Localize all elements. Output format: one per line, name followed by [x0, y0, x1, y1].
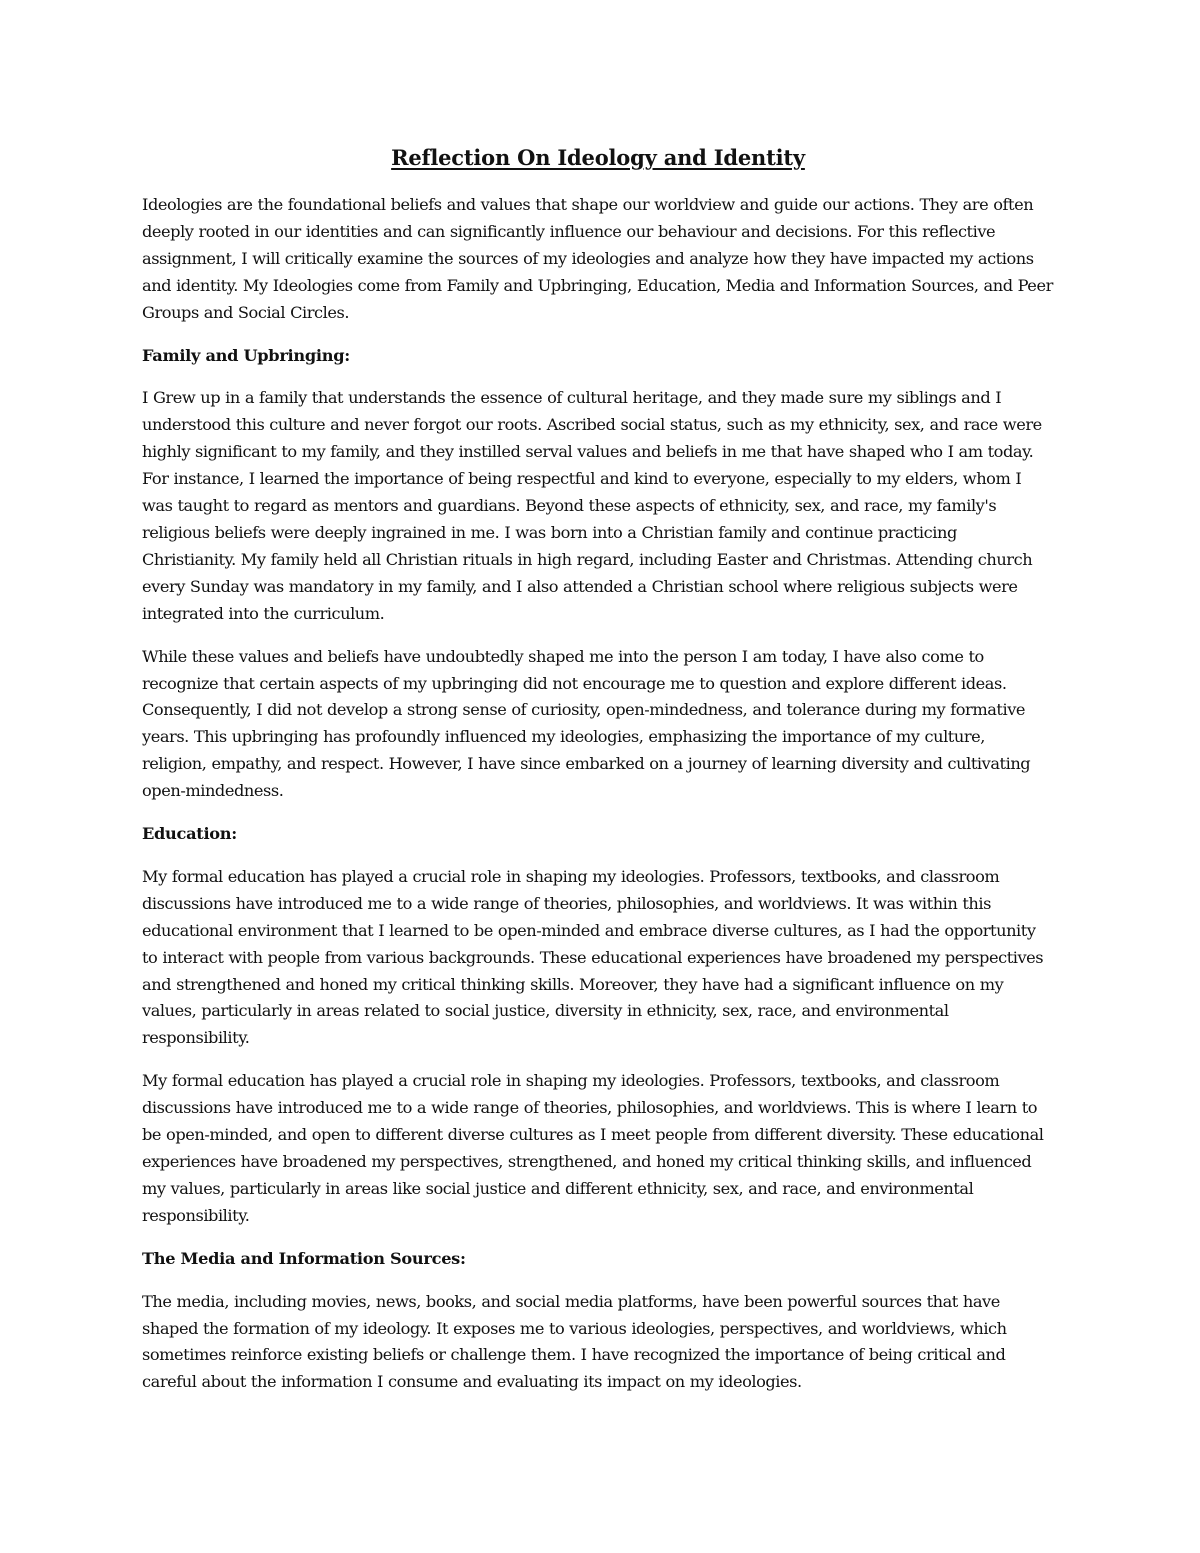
intro-paragraph: Ideologies are the foundational beliefs and values that shape our worldview and guide our actions. They are often deeply rooted in our identities and can significantly influence our behaviour and decisions. For this reflective assignment, I will critically examine the sources of my ideologies and analyze how they have impacted my actions and identity. My Ideologies come from Family and Upbringing, Education, Media and Information Sources, and Peer Groups and Social Circles. — [142, 195, 1053, 322]
document-title: Reflection On Ideology and Identity — [391, 145, 805, 170]
section-heading-family: Family and Upbringing: — [142, 345, 350, 365]
section-heading-media: The Media and Information Sources: — [142, 1248, 466, 1268]
media-paragraph-1: The media, including movies, news, books, and social media platforms, have been powerful sources that have shaped the formation of my ideology. It exposes me to various ideologies, perspectives, and worldviews, which sometimes reinforce existing beliefs or challenge them. I have recognized the importance of being critical and careful about the information I consume and evaluating its impact on my ideologies. — [142, 1291, 1007, 1392]
education-paragraph-2: My formal education has played a crucial role in shaping my ideologies. Professors, textbooks, and classroom discussions have introduced me to a wide range of theories, philosophies, and worldviews. This is where I learn to be open-minded, and open to different diverse cultures as I meet people from different diversity. These educational experiences have broadened my perspectives, strengthened, and honed my critical thinking skills, and influenced my values, particularly in areas like social justice and different ethnicity, sex, and race, and environmental responsibility. — [142, 1071, 1044, 1225]
family-paragraph-1: I Grew up in a family that understands the essence of cultural heritage, and they made sure my siblings and I understood this culture and never forgot our roots. Ascribed social status, such as my ethnicity, sex, and race were highly significant to my family, and they instilled serval values and beliefs in me that have shaped who I am today. For instance, I learned the importance of being respectful and kind to everyone, especially to my elders, whom I was taught to regard as mentors and guardians. Beyond these aspects of ethnicity, sex, and race, my family's religious beliefs were deeply ingrained in me. I was born into a Christian family and continue practicing Christianity. My family held all Christian rituals in high regard, including Easter and Christmas. Attending church every Sunday was mandatory in my family, and I also attended a Christian school where religious subjects were integrated into the curriculum. — [142, 388, 1042, 623]
family-paragraph-2: While these values and beliefs have undoubtedly shaped me into the person I am today, I have also come to recognize that certain aspects of my upbringing did not encourage me to question and explore different ideas. Consequently, I did not develop a strong sense of curiosity, open-mindedness, and tolerance during my formative years. This upbringing has profoundly influenced my ideologies, emphasizing the importance of my culture, religion, empathy, and respect. However, I have since embarked on a journey of learning diversity and cultivating open-mindedness. — [142, 646, 1031, 801]
section-heading-education: Education: — [142, 824, 237, 844]
education-paragraph-1: My formal education has played a crucial role in shaping my ideologies. Professors, textbooks, and classroom discussions have introduced me to a wide range of theories, philosophies, and worldviews. It was within this educational environment that I learned to be open-minded and embrace diverse cultures, as I had the opportunity to interact with people from various backgrounds. These educational experiences have broadened my perspectives and strengthened and honed my critical thinking skills. Moreover, they have had a significant influence on my values, particularly in areas related to social justice, diversity in ethnicity, sex, race, and environmental responsibility. — [142, 866, 1044, 1048]
document-body — [142, 140, 1054, 1412]
